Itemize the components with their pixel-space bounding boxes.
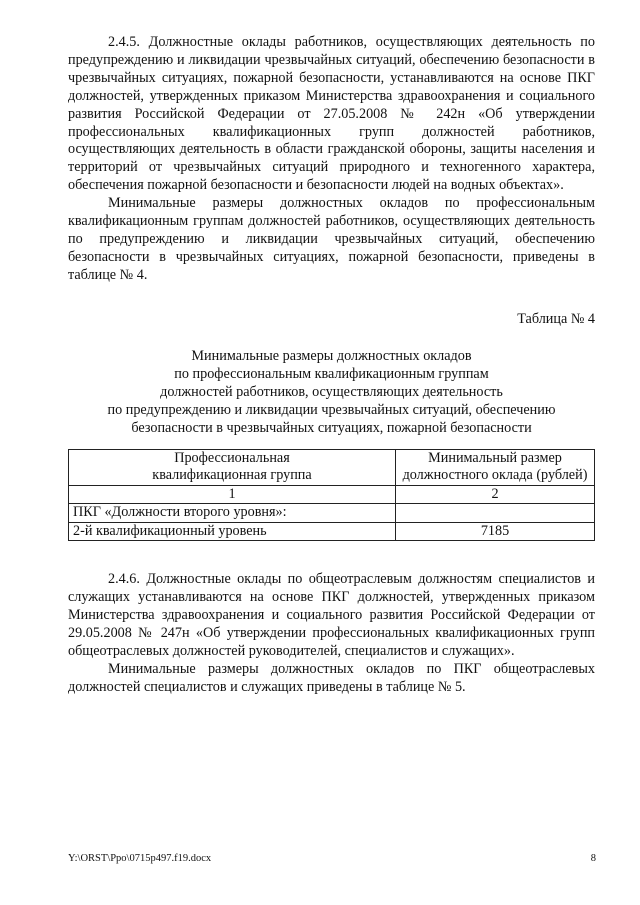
table-4-title-line: по предупреждению и ликвидации чрезвычайных ситуаций, обеспечению	[107, 401, 556, 418]
paragraph-2-4-5: 2.4.5. Должностные оклады работников, осуществляющих деятельность по предупреждению и ликвидации чрезвычайных ситуаций, обеспечению безопасности в чрезвычайных ситуациях, пожарной безопасности, устанавливаются на основе ПКГ должностей, утвержденных приказом Министерства здравоохранения и социального развития Российской Федерации от 27.05.2008 № 242н «Об утверждении профессиональных квалификационных групп должностей работников, осуществляющих деятельность в области гражданской обороны, защиты населения и территорий от чрезвычайных ситуаций природного и техногенного характера, обеспечения пожарной безопасности и безопасности людей на водных объектах».	[68, 34, 595, 194]
column-number: 1	[69, 485, 396, 504]
header-text: Профессиональная	[174, 449, 290, 466]
page-number: 8	[590, 853, 596, 864]
header-text: должностного оклада (рублей)	[402, 467, 588, 484]
table-4-title-line: Минимальные размеры должностных окладов	[191, 347, 472, 364]
qualification-group-cell: ПКГ «Должности второго уровня»:	[69, 504, 396, 523]
table-row	[69, 522, 595, 541]
table-4-label: Таблица № 4	[517, 310, 595, 327]
table-header-row	[69, 449, 595, 485]
column-number: 2	[396, 485, 595, 504]
paragraph-2-4-5-table-ref: Минимальные размеры должностных окладов по профессиональным квалификационным группам должностей работников, осуществляющих деятельность по предупреждению и ликвидации чрезвычайных ситуаций, обеспечению безопасности в чрезвычайных ситуациях, пожарной безопасности, приведены в таблице № 4.	[68, 195, 595, 283]
table-4-title-line: по профессиональным квалификационным группам	[174, 365, 489, 382]
paragraph-2-4-6: 2.4.6. Должностные оклады по общеотраслевым должностям специалистов и служащих устанавливаются на основе ПКГ должностей, утвержденных приказом Министерства здравоохранения и социального развития Российской Федерации от 29.05.2008 № 247н «Об утверждении профессиональных квалификационных групп общеотраслевых должностей руководителей, специалистов и служащих».	[68, 571, 595, 659]
salary-table-4	[68, 449, 595, 542]
footer-file-path: Y:\ORST\Ppo\0715p497.f19.docx	[68, 853, 212, 864]
paragraph-2-4-6-table-ref: Минимальные размеры должностных окладов по ПКГ общеотраслевых должностей специалистов и служащих приведены в таблице № 5.	[68, 660, 595, 695]
table-4-title-line: должностей работников, осуществляющих деятельность	[160, 383, 503, 400]
header-qualification-group	[69, 449, 396, 485]
table-4-title-line: безопасности в чрезвычайных ситуациях, пожарной безопасности	[131, 419, 532, 436]
table-4-title	[68, 347, 595, 437]
qualification-group-cell: 2-й квалификационный уровень	[69, 522, 396, 541]
table-numbering-row	[69, 485, 595, 504]
table-row	[69, 504, 595, 523]
header-text: квалификационная группа	[152, 467, 312, 484]
salary-cell: 7185	[396, 522, 595, 541]
salary-cell	[396, 504, 595, 523]
header-min-salary	[396, 449, 595, 485]
header-text: Минимальный размер	[428, 449, 562, 466]
document-body	[68, 34, 595, 696]
